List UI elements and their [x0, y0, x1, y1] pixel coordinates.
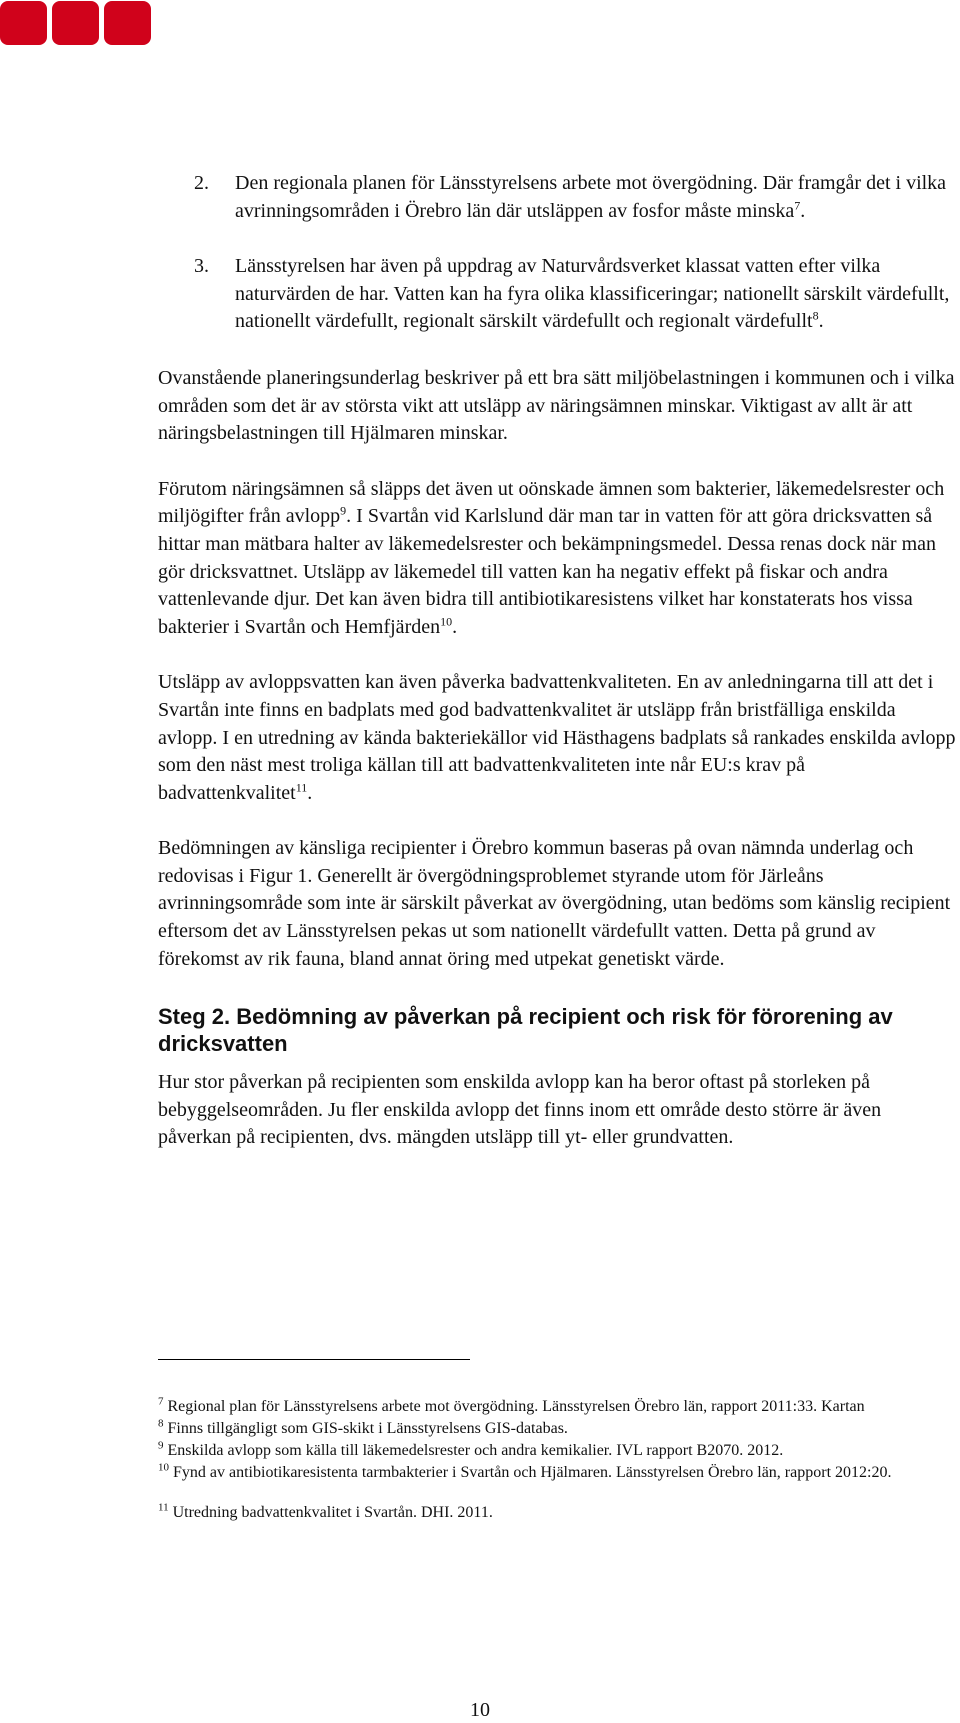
brand-logo — [0, 0, 152, 48]
list-item-number: 3. — [194, 255, 209, 278]
footnote-text: Fynd av antibiotikaresistenta tarmbakterier i Svartån och Hjälmaren. Länsstyrelsen Örebro län, rapport 2012:20. — [173, 1464, 892, 1481]
paragraph-text: . — [452, 615, 458, 638]
paragraph: Hur stor påverkan på recipienten som enskilda avlopp kan ha beror oftast på storleken på bebyggelseområden. Ju fler enskilda avlopp det finns inom ett område desto större är även påverkan på recipienten, dvs. mängden utsläpp till yt- eller grundvatten. — [158, 1071, 882, 1149]
list-item-tail: . — [818, 310, 824, 333]
paragraph — [158, 669, 958, 807]
list-item — [158, 253, 958, 336]
paragraph-text: Bedömningen av känsliga recipienter i Örebro kommun baseras på ovan nämnda underlag och redovisas i Figur 1. Generellt är övergödningsproblemet styrande utom för Järleåns avrinningsområde som inte är särskilt påverkat av övergödning, utan bedöms som känslig recipient eftersom det av Länsstyrelsen pekas ut som nationellt värdefullt vatten. Detta på grund av förekomst av rik fauna, bland annat öring med utpekat genetiskt värde. — [158, 837, 951, 970]
logo-square-1 — [0, 1, 47, 45]
footnote-number: 10 — [158, 1461, 169, 1474]
footnote-ref[interactable]: 8 — [812, 308, 819, 323]
footnote — [158, 1502, 938, 1524]
paragraph-text: . I Svartån vid Karlslund där man tar in vatten för att göra dricksvatten så hittar man mätbara halter av läkemedelsrester och bekämpningsmedel. Dessa renas dock när man gör dricksvattnet. Utsläpp av läkemedel till vatten kan ha negativ effekt på fiskar och andra vattenlevande djur. Det kan även bidra till antibiotikaresistens vilket har konstaterats hos vissa bakterier i Svartån och Hemfjärden — [158, 505, 937, 638]
footnote-ref[interactable]: 11 — [295, 780, 308, 795]
footnote-ref[interactable]: 10 — [440, 614, 453, 629]
page-number: 10 — [470, 1699, 490, 1721]
footnote-text: Finns tillgängligt som GIS-skikt i Länsstyrelsens GIS-databas. — [167, 1420, 568, 1437]
list-item-number: 2. — [194, 172, 209, 194]
paragraph — [158, 365, 958, 448]
paragraph-text: . — [307, 781, 313, 804]
paragraph-text: Ovanstående planeringsunderlag beskriver på ett bra sätt miljöbelastningen i kommunen och i vilka områden som det är av största vikt att utsläpp av näringsämnen minskar. Viktigast av allt är att näringsbelastningen till Hjälmaren minskar. — [158, 366, 955, 445]
logo-square-3 — [104, 1, 151, 45]
footnotes — [158, 1396, 938, 1524]
paragraph-text: Utsläpp av avloppsvatten kan även påverka badvattenkvaliteten. En av anledningarna till att det i Svartån inte finns en badplats med god badvattenkvalitet är utsläpp från bristfälliga enskilda avlopp. I en utredning av kända bakteriekällor vid Hästhagens badplats så rankades enskilda avlopp som den näst mest troliga källan till att badvattenkvaliteten inte når EU:s krav på badvattenkvalitet — [158, 671, 956, 804]
footnote-number: 9 — [158, 1439, 164, 1452]
footnote — [158, 1462, 938, 1484]
footnote-separator — [158, 1359, 470, 1360]
logo-square-2 — [52, 1, 99, 45]
numbered-list — [158, 170, 958, 336]
footnote-text: Enskilda avlopp som källa till läkemedelsrester och andra kemikalier. IVL rapport B2070. 2012. — [167, 1442, 784, 1459]
footnote-text: Regional plan för Länsstyrelsens arbete mot övergödning. Länsstyrelsen Örebro län, rapport 2011:33. Kartan — [167, 1398, 865, 1415]
footnote-ref[interactable]: 7 — [794, 197, 801, 212]
footnote-ref[interactable]: 9 — [340, 503, 347, 518]
paragraph — [158, 476, 958, 642]
section-heading: Steg 2. Bedömning av påverkan på recipient och risk för förorening av dricksvatten — [158, 1004, 893, 1057]
list-item — [158, 170, 958, 225]
footnote — [158, 1396, 938, 1418]
footnote-number: 8 — [158, 1417, 164, 1430]
list-item-text: Den regionala planen för Länsstyrelsens arbete mot övergödning. Där framgår det i vilka avrinningsområden i Örebro län där utsläppen av fosfor måste minska — [235, 172, 947, 222]
footnote — [158, 1440, 938, 1462]
footnote-number: 7 — [158, 1395, 164, 1408]
list-item-text: Länsstyrelsen har även på uppdrag av Naturvårdsverket klassat vatten efter vilka naturvärden de har. Vatten kan ha fyra olika klassificeringar; nationellt särskilt värdefullt, nationellt värdefullt, regionalt särskilt värdefullt och regionalt värdefullt — [235, 255, 950, 333]
list-item-tail: . — [800, 199, 806, 222]
paragraph — [158, 835, 958, 973]
footnote-text: Utredning badvattenkvalitet i Svartån. DHI. 2011. — [172, 1504, 493, 1521]
footnote-number: 11 — [158, 1501, 169, 1514]
page-body — [158, 170, 958, 1152]
paragraph-text: Förutom näringsämnen så släpps det även ut oönskade ämnen som bakterier, läkemedelsrester och miljögifter från avlopp — [158, 477, 945, 528]
footnote — [158, 1418, 938, 1440]
